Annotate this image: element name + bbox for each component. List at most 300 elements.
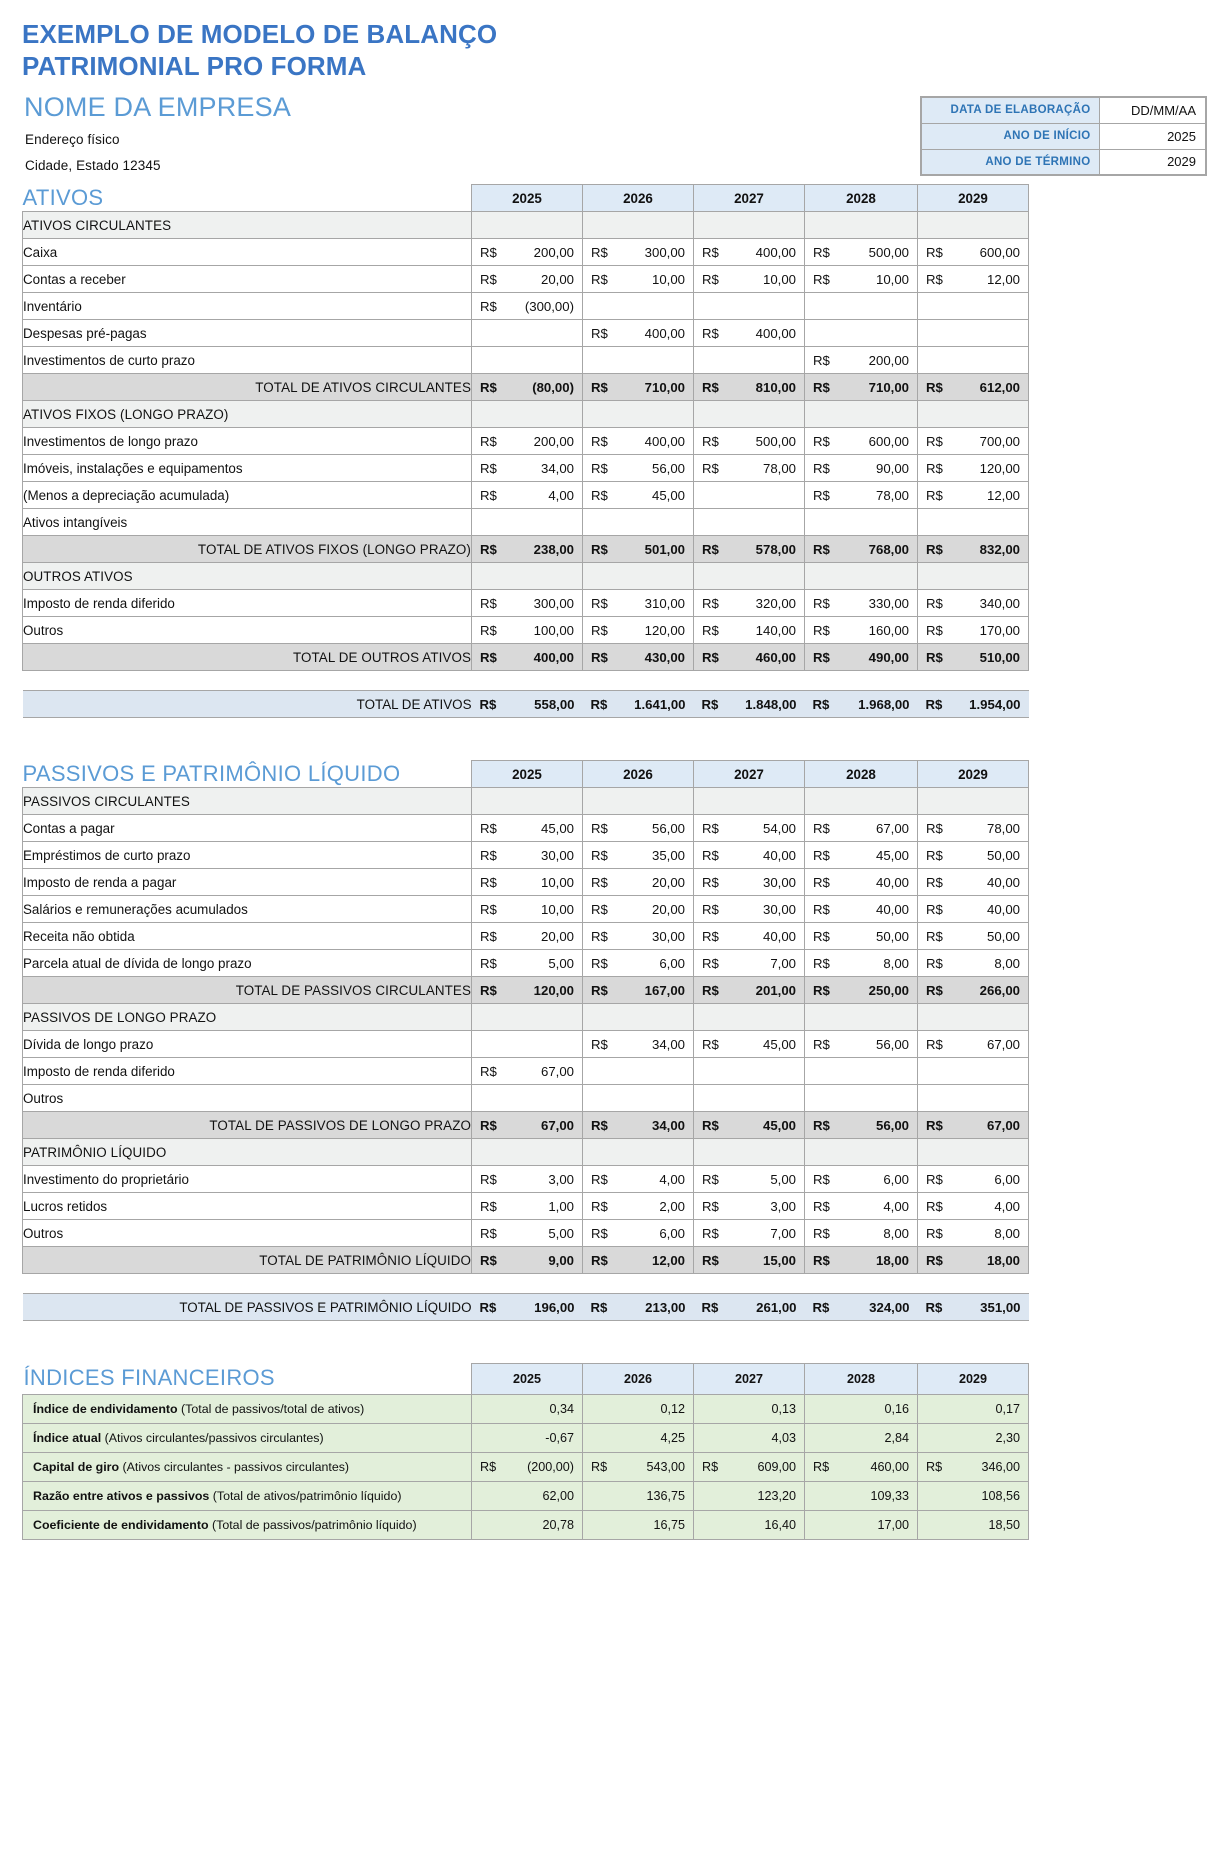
line-item-value-2027[interactable] xyxy=(694,869,805,896)
line-item-value-2029[interactable] xyxy=(918,617,1029,644)
line-item-label: Outros xyxy=(23,1085,472,1112)
amount-value: 1.954,00 xyxy=(969,696,1021,712)
line-item-value-2029[interactable] xyxy=(918,428,1029,455)
ratio-value-2025[interactable] xyxy=(472,1510,583,1539)
line-item-value-2026[interactable] xyxy=(583,1166,694,1193)
line-item-value-2025[interactable] xyxy=(472,509,583,536)
group-empty-cell-2025[interactable] xyxy=(472,563,583,590)
amount-value: 167,00 xyxy=(644,982,685,998)
line-item-value-2026[interactable] xyxy=(583,239,694,266)
line-item-value-2028[interactable] xyxy=(805,896,918,923)
ratio-value-2029[interactable] xyxy=(918,1481,1029,1510)
amount-value: 2,30 xyxy=(995,1430,1020,1445)
line-item-label: Investimentos de curto prazo xyxy=(23,347,472,374)
currency-symbol: R$ xyxy=(813,460,830,476)
subtotal-value-2028[interactable] xyxy=(805,977,918,1004)
line-item-value-2029[interactable] xyxy=(918,590,1029,617)
line-item-value-2028[interactable] xyxy=(805,266,918,293)
currency-symbol: R$ xyxy=(926,433,943,449)
currency-symbol: R$ xyxy=(813,1459,830,1474)
grand-total-value-2028[interactable] xyxy=(805,1294,918,1321)
ratio-value-2025[interactable] xyxy=(472,1481,583,1510)
group-empty-cell-2026[interactable] xyxy=(583,1004,694,1031)
ratio-value-2029[interactable] xyxy=(918,1423,1029,1452)
grand-total-value-2025[interactable] xyxy=(472,691,583,718)
year-column-header-2029: 2029 xyxy=(918,761,1029,788)
line-item-value-2025[interactable] xyxy=(472,1031,583,1058)
line-item-value-2027[interactable] xyxy=(694,293,805,320)
subtotal-value-2027[interactable] xyxy=(694,1112,805,1139)
line-item-value-2027[interactable] xyxy=(694,320,805,347)
line-item-value-2025[interactable] xyxy=(472,428,583,455)
group-empty-cell-2028[interactable] xyxy=(805,1004,918,1031)
date-value-start-year[interactable]: 2025 xyxy=(1099,123,1206,149)
amount-value: 45,00 xyxy=(875,847,909,863)
group-empty-cell-2025[interactable] xyxy=(472,212,583,239)
amount-value: 196,00 xyxy=(534,1299,575,1315)
line-item-value-2025[interactable] xyxy=(472,455,583,482)
amount-value: 30,00 xyxy=(762,874,796,890)
group-empty-cell-2028[interactable] xyxy=(805,563,918,590)
amount-value: 12,00 xyxy=(651,1252,685,1268)
currency-symbol: R$ xyxy=(591,1225,608,1241)
spacer-row xyxy=(23,671,1029,691)
line-item-value-2027[interactable] xyxy=(694,617,805,644)
subtotal-value-2025[interactable] xyxy=(472,1112,583,1139)
ratio-value-2028[interactable] xyxy=(805,1481,918,1510)
grand-total-value-2025[interactable] xyxy=(472,1294,583,1321)
spacer-cell xyxy=(583,671,694,691)
line-item-value-2025[interactable] xyxy=(472,1058,583,1085)
currency-symbol: R$ xyxy=(591,820,608,836)
currency-symbol: R$ xyxy=(480,1459,497,1474)
line-item-value-2028[interactable] xyxy=(805,509,918,536)
line-item-value-2026[interactable] xyxy=(583,1085,694,1112)
subtotal-value-2029[interactable] xyxy=(918,374,1029,401)
line-item-value-2028[interactable] xyxy=(805,347,918,374)
line-item-label: Caixa xyxy=(23,239,472,266)
line-item-value-2028[interactable] xyxy=(805,428,918,455)
line-item-value-2029[interactable] xyxy=(918,347,1029,374)
ratio-value-2025[interactable] xyxy=(472,1452,583,1481)
year-column-header-2025: 2025 xyxy=(472,185,583,212)
line-item-value-2026[interactable] xyxy=(583,590,694,617)
line-item-value-2025[interactable] xyxy=(472,815,583,842)
line-item-value-2027[interactable] xyxy=(694,842,805,869)
amount-value: 8,00 xyxy=(883,1225,909,1241)
amount-value: 67,00 xyxy=(986,1117,1020,1133)
ratio-value-2028[interactable] xyxy=(805,1510,918,1539)
line-item-value-2025[interactable] xyxy=(472,842,583,869)
line-item-value-2029[interactable] xyxy=(918,923,1029,950)
group-empty-cell-2026[interactable] xyxy=(583,401,694,428)
line-item-value-2027[interactable] xyxy=(694,1166,805,1193)
subtotal-value-2026[interactable] xyxy=(583,1247,694,1274)
line-item-value-2026[interactable] xyxy=(583,1058,694,1085)
amount-value: 324,00 xyxy=(869,1299,910,1315)
currency-symbol: R$ xyxy=(813,379,830,395)
group-label: ATIVOS CIRCULANTES xyxy=(23,212,472,239)
grand-total-value-2026[interactable] xyxy=(583,691,694,718)
spacer-cell xyxy=(694,1274,805,1294)
group-empty-cell-2026[interactable] xyxy=(583,788,694,815)
subtotal-label: TOTAL DE PASSIVOS CIRCULANTES xyxy=(23,977,472,1004)
amount-value: 710,00 xyxy=(644,379,685,395)
line-item-value-2028[interactable] xyxy=(805,869,918,896)
line-item-value-2027[interactable] xyxy=(694,1058,805,1085)
currency-symbol: R$ xyxy=(702,271,719,287)
group-empty-cell-2025[interactable] xyxy=(472,788,583,815)
line-item-value-2028[interactable] xyxy=(805,1166,918,1193)
currency-symbol: R$ xyxy=(926,379,943,395)
currency-symbol: R$ xyxy=(591,1459,608,1474)
subtotal-value-2027[interactable] xyxy=(694,536,805,563)
ratio-label xyxy=(23,1510,472,1539)
currency-symbol: R$ xyxy=(702,460,719,476)
group-empty-cell-2027[interactable] xyxy=(694,212,805,239)
line-item-value-2025[interactable] xyxy=(472,482,583,509)
amount-value: 4,03 xyxy=(771,1430,796,1445)
line-item-value-2026[interactable] xyxy=(583,815,694,842)
line-item-value-2028[interactable] xyxy=(805,293,918,320)
year-column-header-2026: 2026 xyxy=(583,185,694,212)
line-item-value-2027[interactable] xyxy=(694,590,805,617)
line-item-value-2029[interactable] xyxy=(918,455,1029,482)
section-title-text: ATIVOS xyxy=(22,185,104,211)
line-item-value-2025[interactable] xyxy=(472,923,583,950)
line-item-value-2026[interactable] xyxy=(583,347,694,374)
currency-symbol: R$ xyxy=(480,379,497,395)
group-empty-cell-2028[interactable] xyxy=(805,401,918,428)
line-item-value-2025[interactable] xyxy=(472,1220,583,1247)
line-item-value-2025[interactable] xyxy=(472,869,583,896)
line-item-value-2028[interactable] xyxy=(805,1085,918,1112)
subtotal-value-2026[interactable] xyxy=(583,977,694,1004)
ratio-value-2026[interactable] xyxy=(583,1423,694,1452)
amount-value: 1.641,00 xyxy=(634,696,686,712)
group-empty-cell-2026[interactable] xyxy=(583,563,694,590)
line-item-value-2029[interactable] xyxy=(918,896,1029,923)
group-empty-cell-2029[interactable] xyxy=(918,212,1029,239)
currency-symbol: R$ xyxy=(926,244,943,260)
line-item-value-2029[interactable] xyxy=(918,1193,1029,1220)
line-item-value-2029[interactable] xyxy=(918,293,1029,320)
group-empty-cell-2028[interactable] xyxy=(805,788,918,815)
currency-symbol: R$ xyxy=(480,244,497,260)
amount-value: 266,00 xyxy=(979,982,1020,998)
line-item-value-2027[interactable] xyxy=(694,896,805,923)
subtotal-value-2025[interactable] xyxy=(472,977,583,1004)
table-row xyxy=(23,347,1029,374)
line-item-label: Contas a pagar xyxy=(23,815,472,842)
amount-value: 0,16 xyxy=(884,1401,909,1416)
line-item-value-2027[interactable] xyxy=(694,347,805,374)
group-empty-cell-2029[interactable] xyxy=(918,401,1029,428)
line-item-value-2029[interactable] xyxy=(918,842,1029,869)
line-item-value-2027[interactable] xyxy=(694,1193,805,1220)
line-item-value-2027[interactable] xyxy=(694,455,805,482)
subtotal-value-2025[interactable] xyxy=(472,374,583,401)
currency-symbol: R$ xyxy=(926,541,943,557)
amount-value: 10,00 xyxy=(540,874,574,890)
grand-total-value-2029[interactable] xyxy=(918,1294,1029,1321)
amount-value: 2,00 xyxy=(659,1198,685,1214)
ratio-value-2027[interactable] xyxy=(694,1481,805,1510)
line-item-value-2027[interactable] xyxy=(694,923,805,950)
subtotal-value-2025[interactable] xyxy=(472,1247,583,1274)
currency-symbol: R$ xyxy=(591,1198,608,1214)
line-item-value-2027[interactable] xyxy=(694,509,805,536)
line-item-value-2026[interactable] xyxy=(583,842,694,869)
group-empty-cell-2029[interactable] xyxy=(918,1004,1029,1031)
line-item-value-2028[interactable] xyxy=(805,320,918,347)
ratio-row xyxy=(23,1452,1029,1481)
currency-symbol: R$ xyxy=(813,982,830,998)
ratio-row xyxy=(23,1481,1029,1510)
line-item-value-2025[interactable] xyxy=(472,239,583,266)
line-item-value-2028[interactable] xyxy=(805,950,918,977)
line-item-value-2028[interactable] xyxy=(805,1058,918,1085)
line-item-value-2029[interactable] xyxy=(918,1058,1029,1085)
line-item-value-2026[interactable] xyxy=(583,1031,694,1058)
group-empty-cell-2027[interactable] xyxy=(694,563,805,590)
line-item-value-2025[interactable] xyxy=(472,293,583,320)
group-empty-cell-2027[interactable] xyxy=(694,401,805,428)
amount-value: 120,00 xyxy=(644,622,685,638)
table-row xyxy=(23,1220,1029,1247)
line-item-value-2025[interactable] xyxy=(472,266,583,293)
currency-symbol: R$ xyxy=(702,1459,719,1474)
group-empty-cell-2027[interactable] xyxy=(694,1004,805,1031)
line-item-value-2026[interactable] xyxy=(583,896,694,923)
currency-symbol: R$ xyxy=(591,847,608,863)
line-item-value-2029[interactable] xyxy=(918,815,1029,842)
line-item-value-2027[interactable] xyxy=(694,950,805,977)
amount-value: 18,00 xyxy=(875,1252,909,1268)
ratio-value-2028[interactable] xyxy=(805,1394,918,1423)
line-item-value-2027[interactable] xyxy=(694,482,805,509)
line-item-value-2026[interactable] xyxy=(583,869,694,896)
amount-value: 2,84 xyxy=(884,1430,909,1445)
group-empty-cell-2028[interactable] xyxy=(805,212,918,239)
line-item-value-2025[interactable] xyxy=(472,590,583,617)
group-header-row xyxy=(23,212,1029,239)
subtotal-value-2026[interactable] xyxy=(583,374,694,401)
currency-symbol: R$ xyxy=(591,325,608,341)
line-item-value-2026[interactable] xyxy=(583,293,694,320)
line-item-value-2029[interactable] xyxy=(918,1085,1029,1112)
amount-value: 310,00 xyxy=(644,595,685,611)
amount-value: 460,00 xyxy=(755,649,796,665)
line-item-value-2029[interactable] xyxy=(918,239,1029,266)
subtotal-value-2025[interactable] xyxy=(472,536,583,563)
line-item-value-2026[interactable] xyxy=(583,482,694,509)
grand-total-value-2029[interactable] xyxy=(918,691,1029,718)
currency-symbol: R$ xyxy=(926,874,943,890)
ratio-value-2028[interactable] xyxy=(805,1452,918,1481)
subtotal-value-2029[interactable] xyxy=(918,1247,1029,1274)
subtotal-value-2025[interactable] xyxy=(472,644,583,671)
subtotal-value-2027[interactable] xyxy=(694,644,805,671)
line-item-value-2027[interactable] xyxy=(694,1220,805,1247)
subtotal-value-2029[interactable] xyxy=(918,977,1029,1004)
subtotal-value-2028[interactable] xyxy=(805,374,918,401)
line-item-value-2027[interactable] xyxy=(694,1031,805,1058)
line-item-value-2029[interactable] xyxy=(918,482,1029,509)
subtotal-value-2026[interactable] xyxy=(583,1112,694,1139)
table-row xyxy=(23,482,1029,509)
line-item-value-2025[interactable] xyxy=(472,1193,583,1220)
ratio-value-2026[interactable] xyxy=(583,1452,694,1481)
line-item-value-2026[interactable] xyxy=(583,428,694,455)
line-item-value-2028[interactable] xyxy=(805,617,918,644)
line-item-value-2029[interactable] xyxy=(918,1166,1029,1193)
subtotal-label: TOTAL DE OUTROS ATIVOS xyxy=(23,644,472,671)
subtotal-value-2027[interactable] xyxy=(694,977,805,1004)
subtotal-value-2028[interactable] xyxy=(805,1247,918,1274)
line-item-value-2026[interactable] xyxy=(583,923,694,950)
amount-value: 20,00 xyxy=(651,901,685,917)
subtotal-value-2029[interactable] xyxy=(918,1112,1029,1139)
line-item-value-2026[interactable] xyxy=(583,950,694,977)
line-item-value-2027[interactable] xyxy=(694,266,805,293)
group-empty-cell-2025[interactable] xyxy=(472,1139,583,1166)
currency-symbol: R$ xyxy=(702,1198,719,1214)
group-empty-cell-2025[interactable] xyxy=(472,401,583,428)
group-empty-cell-2029[interactable] xyxy=(918,563,1029,590)
group-empty-cell-2027[interactable] xyxy=(694,1139,805,1166)
line-item-value-2026[interactable] xyxy=(583,509,694,536)
ratio-value-2025[interactable] xyxy=(472,1423,583,1452)
ratio-value-2029[interactable] xyxy=(918,1394,1029,1423)
ratio-value-2027[interactable] xyxy=(694,1452,805,1481)
ratio-value-2027[interactable] xyxy=(694,1394,805,1423)
ratios-year-column-header-2029: 2029 xyxy=(918,1364,1029,1395)
line-item-value-2029[interactable] xyxy=(918,509,1029,536)
currency-symbol: R$ xyxy=(926,1252,943,1268)
ratio-value-2026[interactable] xyxy=(583,1510,694,1539)
line-item-value-2027[interactable] xyxy=(694,815,805,842)
line-item-value-2028[interactable] xyxy=(805,455,918,482)
amount-value: 40,00 xyxy=(986,901,1020,917)
grand-total-value-2028[interactable] xyxy=(805,691,918,718)
ratio-value-2027[interactable] xyxy=(694,1423,805,1452)
line-item-value-2026[interactable] xyxy=(583,617,694,644)
spacer-cell xyxy=(472,1274,583,1294)
line-item-value-2026[interactable] xyxy=(583,266,694,293)
subtotal-value-2028[interactable] xyxy=(805,644,918,671)
grand-total-value-2026[interactable] xyxy=(583,1294,694,1321)
group-empty-cell-2029[interactable] xyxy=(918,1139,1029,1166)
line-item-value-2026[interactable] xyxy=(583,320,694,347)
amount-value: 832,00 xyxy=(979,541,1020,557)
currency-symbol: R$ xyxy=(702,955,719,971)
line-item-value-2028[interactable] xyxy=(805,482,918,509)
currency-symbol: R$ xyxy=(591,271,608,287)
line-item-value-2029[interactable] xyxy=(918,869,1029,896)
currency-symbol: R$ xyxy=(813,1171,830,1187)
group-empty-cell-2026[interactable] xyxy=(583,1139,694,1166)
group-empty-cell-2028[interactable] xyxy=(805,1139,918,1166)
line-item-value-2028[interactable] xyxy=(805,923,918,950)
ratio-value-2027[interactable] xyxy=(694,1510,805,1539)
grand-total-value-2027[interactable] xyxy=(694,1294,805,1321)
group-empty-cell-2029[interactable] xyxy=(918,788,1029,815)
line-item-value-2029[interactable] xyxy=(918,1220,1029,1247)
subtotal-value-2027[interactable] xyxy=(694,1247,805,1274)
line-item-value-2027[interactable] xyxy=(694,428,805,455)
ratio-value-2026[interactable] xyxy=(583,1481,694,1510)
subtotal-value-2028[interactable] xyxy=(805,536,918,563)
ratio-value-2029[interactable] xyxy=(918,1510,1029,1539)
line-item-value-2026[interactable] xyxy=(583,455,694,482)
line-item-value-2028[interactable] xyxy=(805,590,918,617)
ratio-value-2029[interactable] xyxy=(918,1452,1029,1481)
line-item-value-2025[interactable] xyxy=(472,896,583,923)
grand-total-value-2027[interactable] xyxy=(694,691,805,718)
ratio-value-2026[interactable] xyxy=(583,1394,694,1423)
ratio-value-2028[interactable] xyxy=(805,1423,918,1452)
currency-symbol: R$ xyxy=(591,1171,608,1187)
line-item-value-2028[interactable] xyxy=(805,239,918,266)
group-empty-cell-2025[interactable] xyxy=(472,1004,583,1031)
line-item-value-2025[interactable] xyxy=(472,1166,583,1193)
line-item-value-2028[interactable] xyxy=(805,1031,918,1058)
line-item-value-2027[interactable] xyxy=(694,239,805,266)
line-item-value-2026[interactable] xyxy=(583,1193,694,1220)
amount-value: 108,56 xyxy=(981,1488,1020,1503)
line-item-value-2028[interactable] xyxy=(805,1193,918,1220)
subtotal-value-2027[interactable] xyxy=(694,374,805,401)
line-item-value-2025[interactable] xyxy=(472,617,583,644)
group-empty-cell-2026[interactable] xyxy=(583,212,694,239)
group-header-row xyxy=(23,1139,1029,1166)
line-item-label: Salários e remunerações acumulados xyxy=(23,896,472,923)
group-empty-cell-2027[interactable] xyxy=(694,788,805,815)
amount-value: 62,00 xyxy=(542,1488,574,1503)
table-row xyxy=(23,842,1029,869)
date-value-elaboration[interactable]: DD/MM/AA xyxy=(1099,97,1206,123)
subtotal-value-2029[interactable] xyxy=(918,644,1029,671)
subtotal-value-2026[interactable] xyxy=(583,536,694,563)
subtotal-value-2026[interactable] xyxy=(583,644,694,671)
line-item-value-2028[interactable] xyxy=(805,815,918,842)
subtotal-value-2029[interactable] xyxy=(918,536,1029,563)
line-item-value-2029[interactable] xyxy=(918,320,1029,347)
line-item-value-2027[interactable] xyxy=(694,1085,805,1112)
ratio-value-2025[interactable] xyxy=(472,1394,583,1423)
line-item-value-2029[interactable] xyxy=(918,1031,1029,1058)
line-item-value-2028[interactable] xyxy=(805,1220,918,1247)
line-item-label: Receita não obtida xyxy=(23,923,472,950)
line-item-value-2029[interactable] xyxy=(918,266,1029,293)
line-item-value-2028[interactable] xyxy=(805,842,918,869)
currency-symbol: R$ xyxy=(926,1459,943,1474)
line-item-value-2025[interactable] xyxy=(472,347,583,374)
line-item-value-2025[interactable] xyxy=(472,1085,583,1112)
currency-symbol: R$ xyxy=(702,244,719,260)
amount-value: 50,00 xyxy=(986,847,1020,863)
date-value-end-year[interactable]: 2029 xyxy=(1099,149,1206,175)
line-item-value-2025[interactable] xyxy=(472,320,583,347)
line-item-value-2025[interactable] xyxy=(472,950,583,977)
currency-symbol: R$ xyxy=(702,1117,719,1133)
line-item-value-2026[interactable] xyxy=(583,1220,694,1247)
line-item-value-2029[interactable] xyxy=(918,950,1029,977)
currency-symbol: R$ xyxy=(926,1225,943,1241)
amount-value: 810,00 xyxy=(755,379,796,395)
subtotal-value-2028[interactable] xyxy=(805,1112,918,1139)
